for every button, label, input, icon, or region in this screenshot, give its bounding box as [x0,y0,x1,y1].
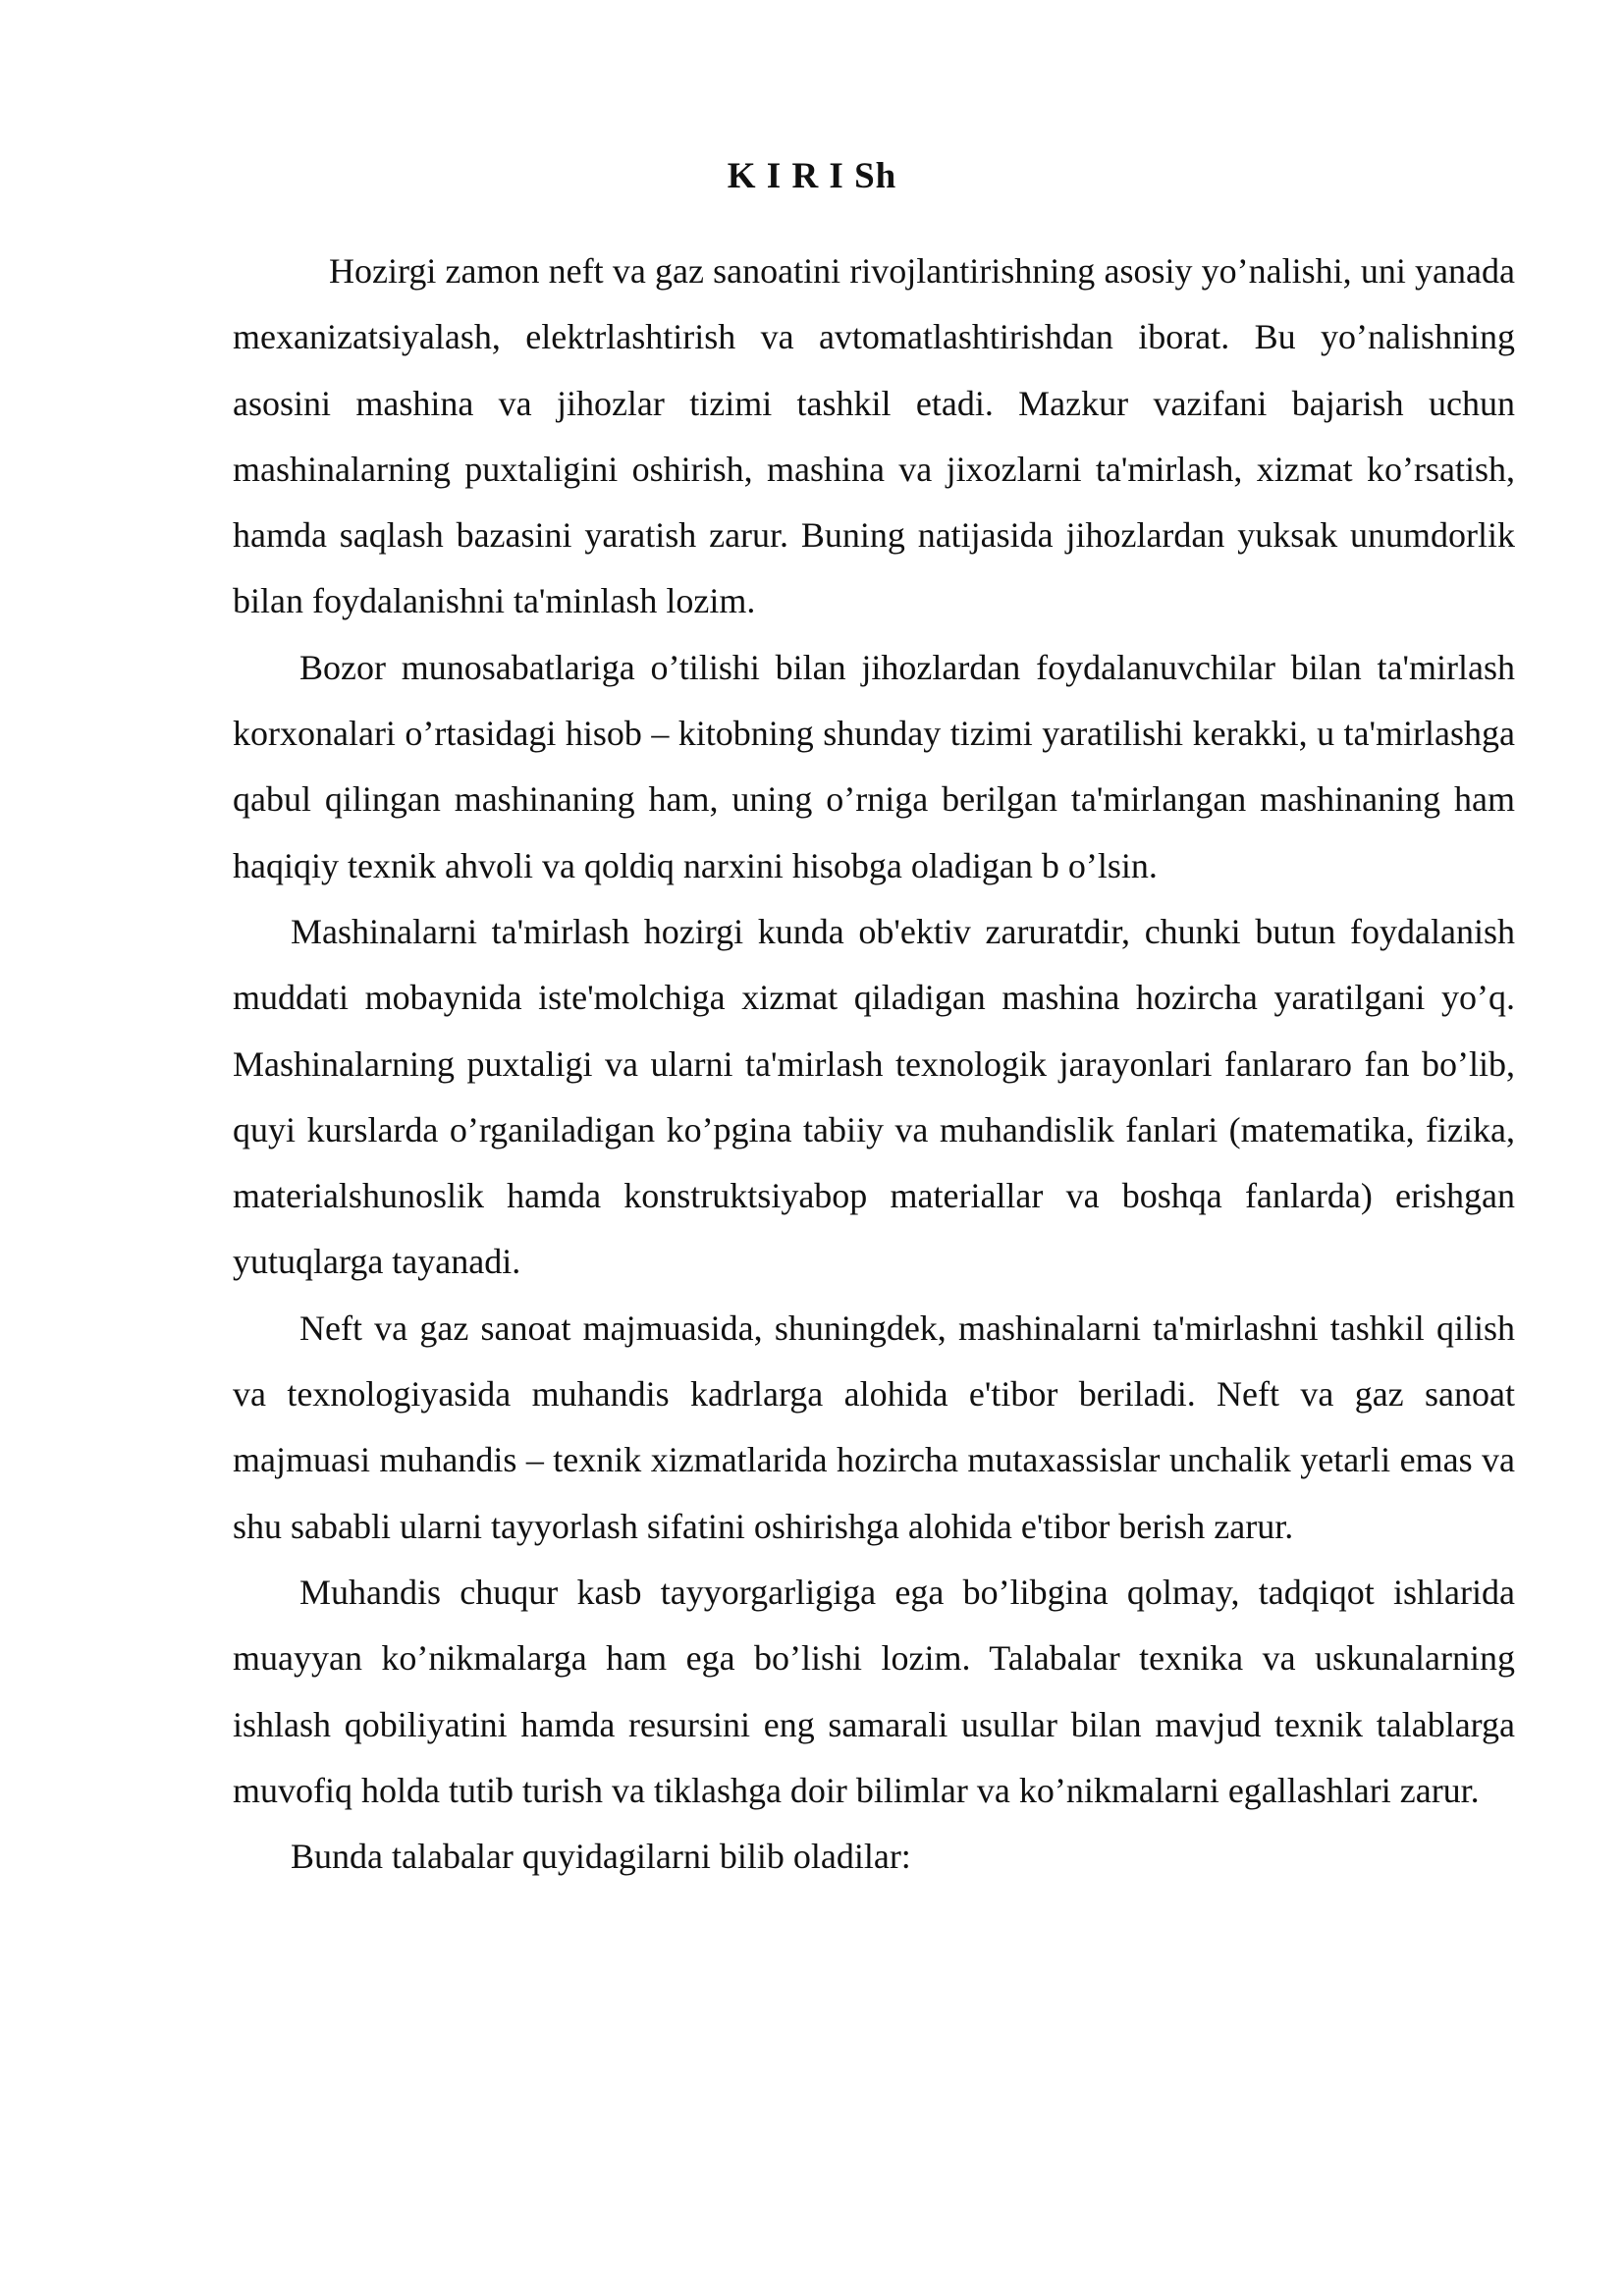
page-title: K I R I Sh [727,156,897,196]
paragraph-3: Mashinalarni ta'mirlash hozirgi kunda ob'ektiv zaruratdir, chunki butun foydalanish muddati mobaynida iste'molchiga xizmat qiladigan mashina hozircha yaratilgani yo’q. Mashinalarning puxtaligi va ularni ta'mirlash texnologik jarayonlari fanlararo fan bo’lib, quyi kurslarda o’rganiladigan ko’pgina tabiiy va muhandislik fanlari (matematika, fizika, materialshunoslik hamda konstruktsiyabop materiallar va boshqa fanlarda) erishgan yutuqlarga tayanadi. [233,911,1515,1282]
document-body [233,239,1515,1890]
paragraph-5: Muhandis chuqur kasb tayyorgarligiga ega bo’libgina qolmay, tadqiqot ishlarida muayyan ko’nikmalarga ham ega bo’lishi lozim. Talabalar texnika va uskunalarning ishlash qobiliyatini hamda resursini eng samarali usullar bilan mavjud texnik talablarga muvofiq holda tutib turish va tiklashga doir bilimlar va ko’nikmalarni egallashlari zarur. [233,1572,1515,1810]
paragraph-1: Hozirgi zamon neft va gaz sanoatini rivojlantirishning asosiy yo’nalishi, uni yanada mexanizatsiyalash, elektrlashtirish va avtomatlashtirishdan iborat. Bu yo’nalishning asosini mashina va jihozlar tizimi tashkil etadi. Mazkur vazifani bajarish uchun mashinalarning puxtaligini oshirish, mashina va jixozlarni ta'mirlash, xizmat ko’rsatish, hamda saqlash bazasini yaratish zarur. Buning natijasida jihozlardan yuksak unumdorlik bilan foydalanishni ta'minlash lozim. [233,251,1515,621]
paragraph-4: Neft va gaz sanoat majmuasida, shuningdek, mashinalarni ta'mirlashni tashkil qilish va texnologiyasida muhandis kadrlarga alohida e'tibor beriladi. Neft va gaz sanoat majmuasi muhandis – texnik xizmatlarida hozircha mutaxassislar unchalik yetarli emas va shu sababli ularni tayyorlash sifatini oshirishga alohida e'tibor berish zarur. [233,1308,1515,1546]
paragraph-6: Bunda talabalar quyidagilarni bilib oladilar: [291,1837,911,1877]
paragraph-2: Bozor munosabatlariga o’tilishi bilan jihozlardan foydalanuvchilar bilan ta'mirlash korxonalari o’rtasidagi hisob – kitobning shunday tizimi yaratilishi kerakki, u ta'mirlashga qabul qilingan mashinaning ham, uning o’rniga berilgan ta'mirlangan mashinaning ham haqiqiy texnik ahvoli va qoldiq narxini hisobga oladigan b o’lsin. [233,647,1515,885]
